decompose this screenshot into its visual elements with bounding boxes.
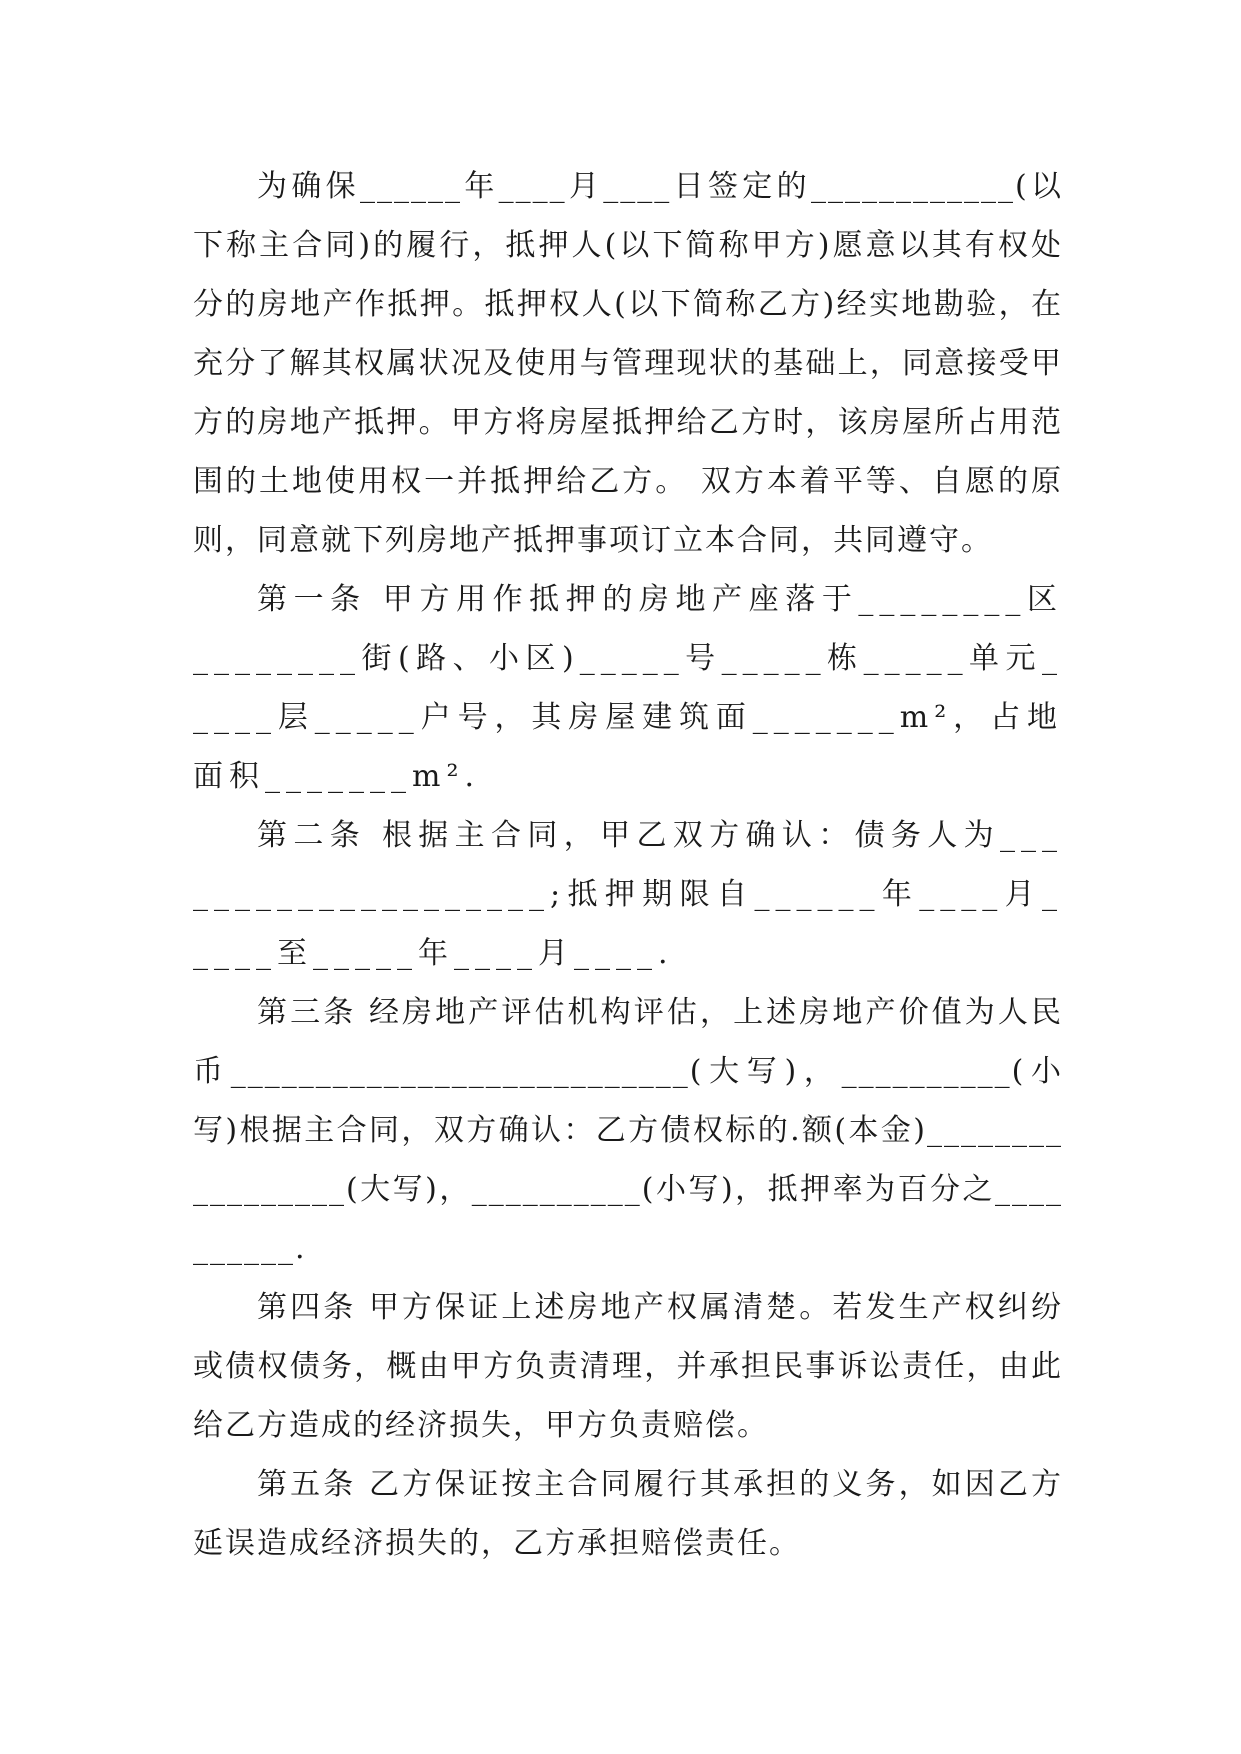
- intro-paragraph: 为确保______年____月____日签定的____________(以下称主合同)的履行，抵押人(以下简称甲方)愿意以其有权处分的房地产作抵押。抵押权人(以下简称乙方)经实地勘验，在充分了解其权属状况及使用与管理现状的基础上，同意接受甲方的房地产抵押。甲方将房屋抵押给乙方时，该房屋所占用范围的土地使用权一并抵押给乙方。 双方本着平等、自愿的原则，同意就下列房地产抵押事项订立本合同，共同遵守。: [193, 169, 1063, 558]
- article-5-paragraph: 第五条 乙方保证按主合同履行其承担的义务，如因乙方延误造成经济损失的，乙方承担赔偿责任。: [193, 1467, 1063, 1561]
- article-2-paragraph: 第二条 根据主合同，甲乙双方确认：债务人为____________________;抵押期限自______年____月_____至_____年____月____.: [193, 818, 1063, 971]
- article-1-paragraph: 第一条 甲方用作抵押的房地产座落于________区________街(路、小区)_____号_____栋_____单元_____层_____户号，其房屋建筑面_______m²，占地面积_______m².: [193, 582, 1063, 794]
- article-3-paragraph: 第三条 经房地产评估机构评估，上述房地产价值为人民币___________________________(大写)，__________(小写)根据主合同，双方确认：乙方债权标的.额(本金)_________________(大写)，__________(小写)，抵押率为百分之__________.: [193, 995, 1063, 1266]
- contract-body: [193, 157, 1063, 1573]
- article-4-paragraph: 第四条 甲方保证上述房地产权属清楚。若发生产权纠纷或债权债务，概由甲方负责清理，并承担民事诉讼责任，由此给乙方造成的经济损失，甲方负责赔偿。: [193, 1290, 1063, 1443]
